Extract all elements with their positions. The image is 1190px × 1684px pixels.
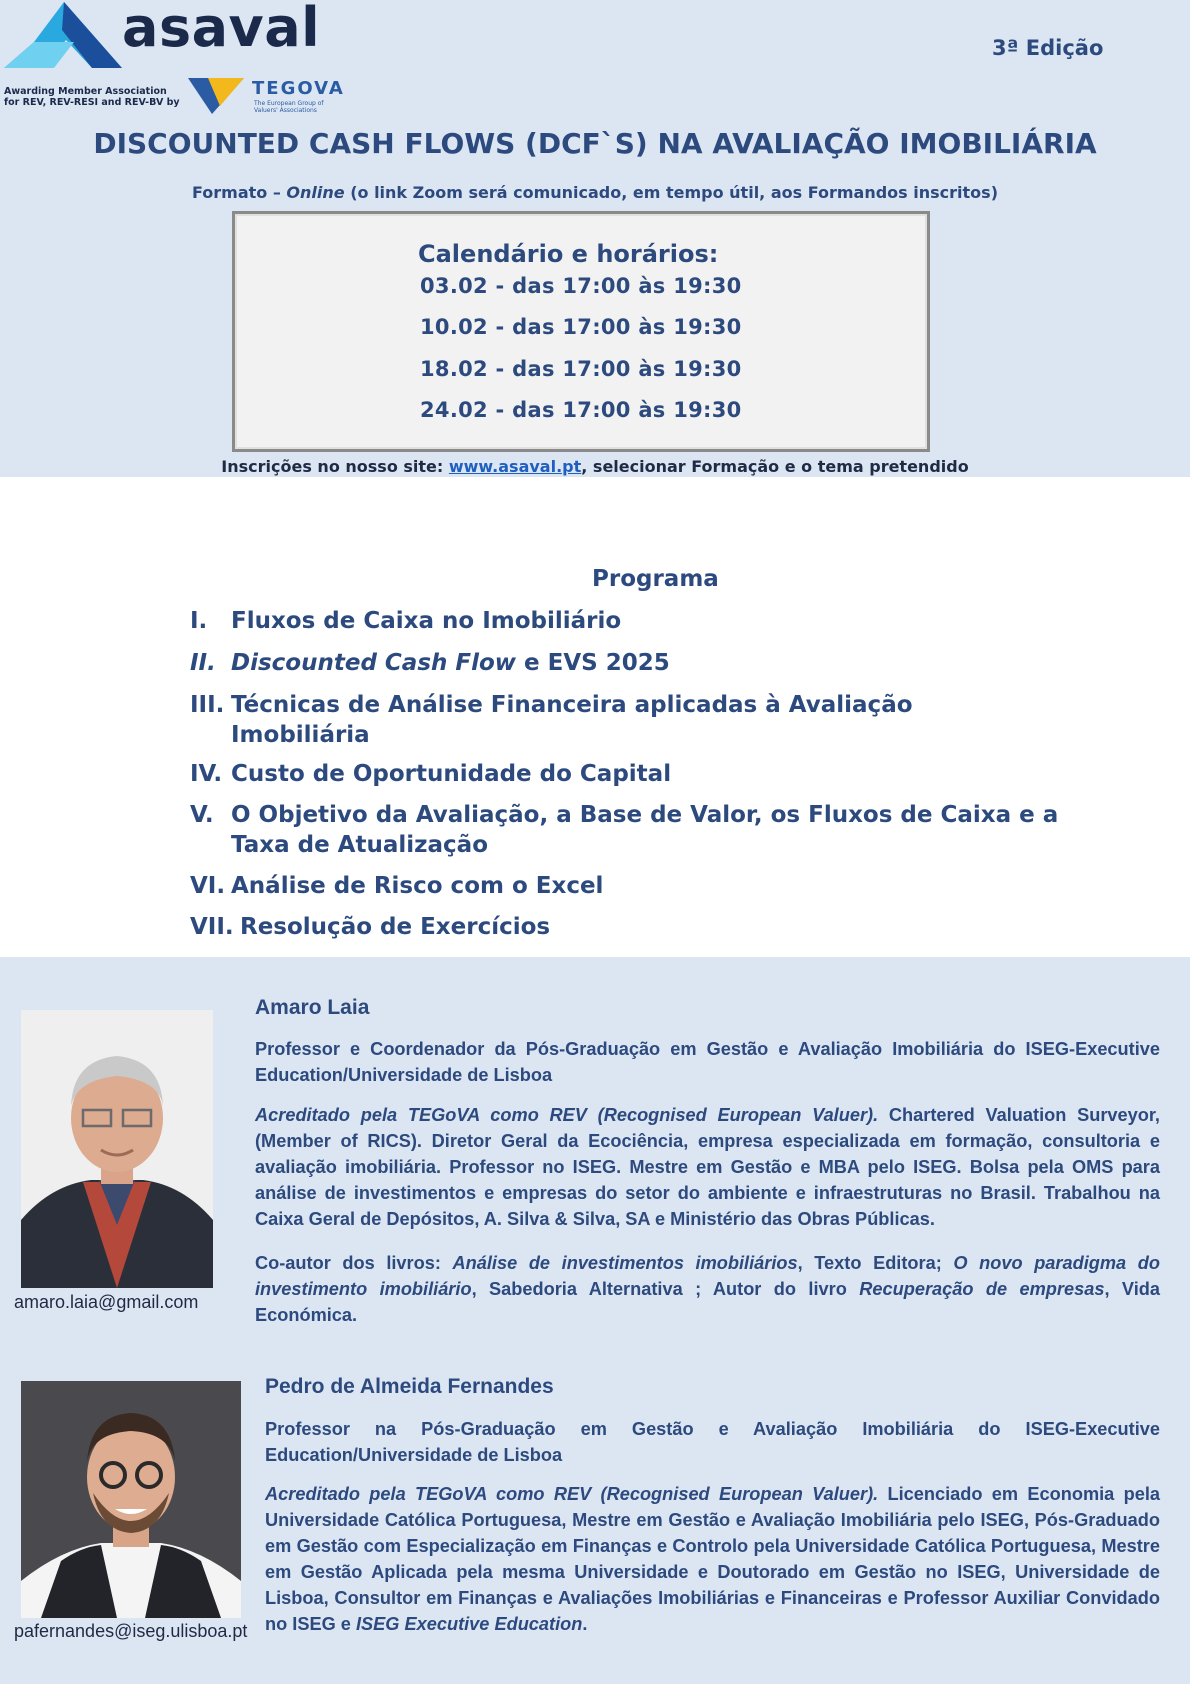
program-item-text: Resolução de Exercícios <box>240 914 551 940</box>
trainer-photo-pedro <box>21 1381 241 1618</box>
format-line <box>0 183 1190 202</box>
program-item-text: Custo de Oportunidade do Capital <box>231 761 672 787</box>
trainer-name: Pedro de Almeida Fernandes <box>265 1375 554 1398</box>
program-title: Programa <box>592 566 719 592</box>
trainer-photo-amaro <box>21 1010 213 1288</box>
asaval-site-link[interactable]: www.asaval.pt <box>448 457 582 476</box>
trainer-bio-rest: Licenciado em Economia pela Universidade Católica Portuguesa, Mestre em Gestão e Avaliação Imobiliária pelo ISEG, Pós-Graduado em Gestão com Especialização em Finanças e Controlo pela Universidade Católica Portuguesa, Mestre em Gestão Aplicada pela mesma Universidade e Doutorado em Gestão no ISEG, Universidade de Lisboa, Consultor em Finanças e Avaliações Imobiliárias e Financeiras e Professor Auxiliar Convidado no ISEG e <box>265 1484 1160 1634</box>
program-item-number: II. <box>190 650 216 676</box>
calendar-title: Calendário e horários: <box>418 240 719 268</box>
trainer-role: Professor e Coordenador da Pós-Graduação em Gestão e Avaliação Imobiliária do ISEG-Executive Education/Universidade de Lisboa <box>255 1039 1160 1085</box>
calendar-row: 10.02 - das 17:00 às 19:30 <box>420 315 742 339</box>
program-item-text: Análise de Risco com o Excel <box>231 873 604 899</box>
trainer-role: Professor na Pós-Graduação em Gestão e Avaliação Imobiliária do ISEG-Executive Education/Universidade de Lisboa <box>265 1419 1160 1465</box>
calendar-row: 24.02 - das 17:00 às 19:30 <box>420 398 742 422</box>
asaval-logo-icon <box>4 2 122 68</box>
program-item-text: Técnicas de Análise Financeira aplicadas à Avaliação Imobiliária <box>231 692 913 748</box>
asaval-logo-text: asaval <box>122 0 321 59</box>
registration-suffix: , selecionar Formação e o tema pretendido <box>581 457 969 476</box>
books-d: O novo paradigma do investimento imobiliário <box>255 1253 1161 1299</box>
page-title: DISCOUNTED CASH FLOWS (DCF`S) NA AVALIAÇÃO IMOBILIÁRIA <box>93 127 1097 160</box>
books-b: Análise de investimentos imobiliários <box>452 1253 798 1273</box>
trainer-bio-rest: Chartered Valuation Surveyor, (Member of RICS). Diretor Geral da Ecociência, empresa especializada em formação, consultoria e avaliação imobiliária. Professor no ISEG. Mestre em Gestão e MBA pelo ISEG. Bolsa pela OMS para análise de investimentos e empresas do setor do ambiente e infraestruturas no Brasil. Trabalhou na Caixa Geral de Depósitos, A. Silva & Silva, SA e Ministério das Obras Públicas. <box>255 1105 1160 1229</box>
trainer-email: amaro.laia@gmail.com <box>14 1292 199 1312</box>
registration-line <box>0 457 1190 476</box>
trainer-bio-italic: Acreditado pela TEGoVA como REV (Recognised European Valuer). <box>255 1105 879 1125</box>
format-online: Online <box>286 183 345 202</box>
registration-prefix: Inscrições no nosso site: <box>221 457 444 476</box>
books-e: , Sabedoria Alternativa ; Autor do livro <box>471 1279 860 1299</box>
tegova-logo-text: TEGOVA <box>252 78 345 99</box>
edition-label: 3ª Edição <box>992 36 1104 60</box>
calendar-row: 03.02 - das 17:00 às 19:30 <box>420 274 742 298</box>
program-item-number: VI. <box>190 873 226 899</box>
tegova-subtitle: The European Group of Valuers' Associations <box>254 100 324 114</box>
trainer-name: Amaro Laia <box>255 996 370 1019</box>
trainer-email: pafernandes@iseg.ulisboa.pt <box>14 1621 248 1641</box>
trainer-bio-end: . <box>582 1614 588 1634</box>
program-item-number: V. <box>190 802 214 828</box>
program-item-text: O Objetivo da Avaliação, a Base de Valor, os Fluxos de Caixa e a Taxa de Atualização <box>231 802 1059 858</box>
books-f: Recuperação de empresas <box>859 1279 1105 1299</box>
books-a: Co-autor dos livros: <box>255 1253 453 1273</box>
format-rest: (o link Zoom será comunicado, em tempo útil, aos Formandos inscritos) <box>350 183 998 202</box>
program-item-number: III. <box>190 692 225 718</box>
program-item-rest: e EVS 2025 <box>516 650 670 676</box>
award-text <box>4 86 194 108</box>
books-c: , Texto Editora; <box>797 1253 954 1273</box>
program-item-number: I. <box>190 608 208 634</box>
books-g: , Vida Económica. <box>255 1279 1161 1325</box>
trainer-bio-italic: Acreditado pela TEGoVA como REV (Recognised European Valuer). <box>265 1484 879 1504</box>
trainer-bio-italic-2: ISEG Executive Education <box>355 1614 583 1634</box>
program-item-number: VII. <box>190 914 234 940</box>
trainer-bio <box>265 1481 1160 1637</box>
program-item-text <box>231 648 1111 678</box>
program-item-text: Fluxos de Caixa no Imobiliário <box>231 608 622 634</box>
program-item-number: IV. <box>190 761 223 787</box>
trainer-books <box>255 1250 1160 1328</box>
tegova-logo-icon <box>188 78 244 114</box>
format-label: Formato – <box>191 183 281 202</box>
award-line-2: for REV, REV-RESI and REV-BV by <box>4 97 180 108</box>
trainer-bio <box>255 1102 1160 1232</box>
calendar-row: 18.02 - das 17:00 às 19:30 <box>420 357 742 381</box>
award-line-1: Awarding Member Association <box>4 86 167 97</box>
program-item-italic: Discounted Cash Flow <box>231 650 517 676</box>
